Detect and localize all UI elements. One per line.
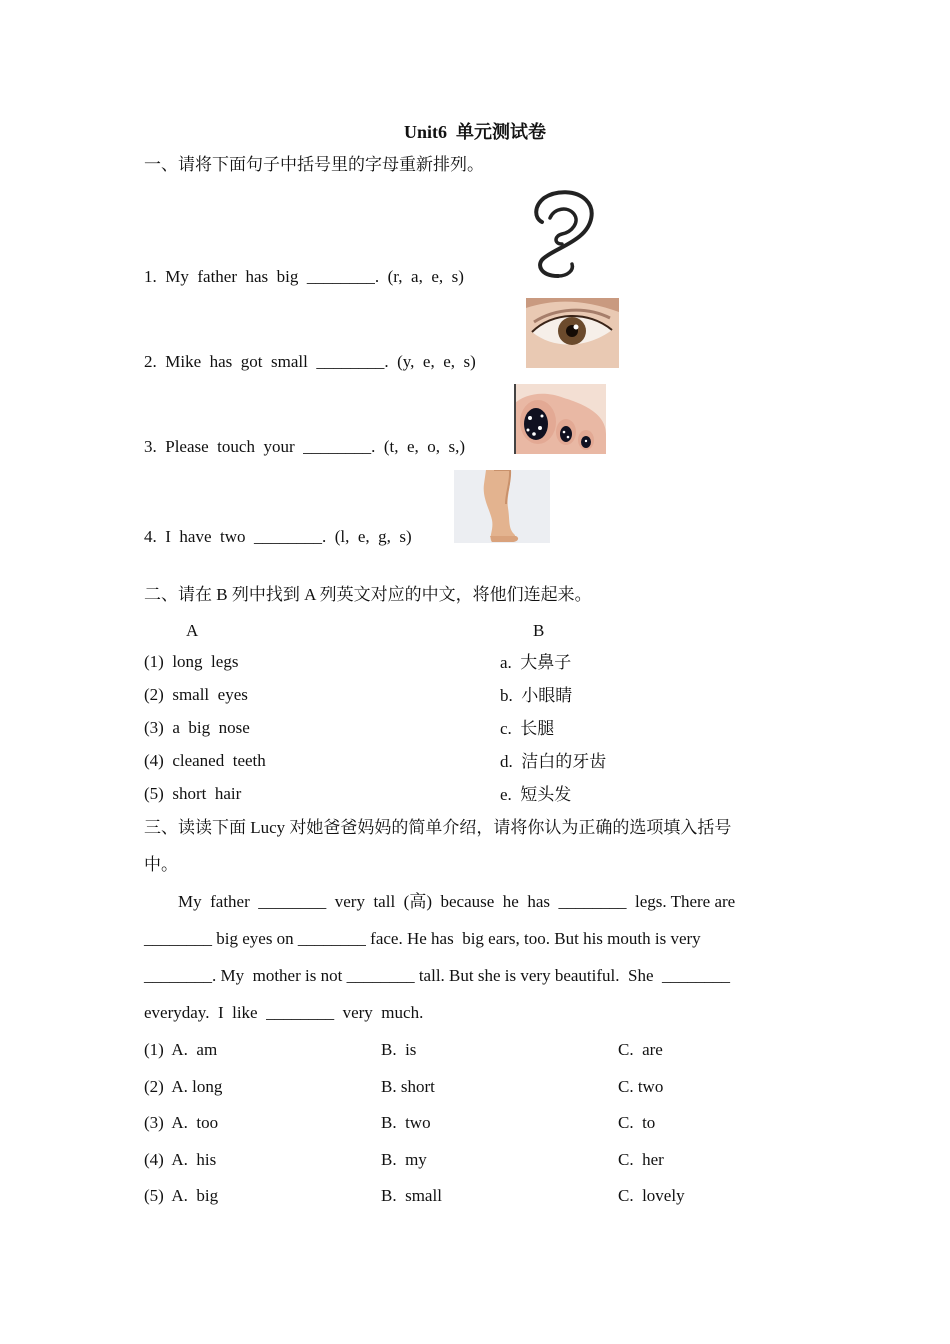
match-b-item: d. 洁白的牙齿 [500,752,607,771]
option-b: B. small [381,1186,442,1205]
legs-picture [454,470,550,543]
ear-picture [528,188,606,280]
section3-heading-cont: 中。 [144,855,178,874]
section1-heading: 一、请将下面句子中括号里的字母重新排列。 [144,155,484,174]
question-4: 4. I have two ________. (l, e, g, s) [144,527,412,546]
ear-inner [550,209,576,244]
match-a-item: (4) cleaned teeth [144,751,266,770]
option-c: C. her [618,1150,664,1169]
column-b-header: B [533,621,545,640]
match-a-item: (2) small eyes [144,685,248,704]
option-c: C. are [618,1040,663,1059]
option-a: (3) A. too [144,1113,219,1132]
match-b-item: e. 短头发 [500,785,572,804]
question-1: 1. My father has big ________. (r, a, e, s) [144,267,464,286]
toes-picture [514,384,606,454]
option-c: C. lovely [618,1186,685,1205]
column-a-header: A [186,621,199,640]
question-3: 3. Please touch your ________. (t, e, o, s,) [144,437,466,456]
match-a-item: (3) a big nose [144,718,250,737]
match-b-item: a. 大鼻子 [500,653,572,672]
option-b: B. is [381,1040,417,1059]
passage-line: ________. My mother is not ________ tall. But she is very beautiful. She ________ [144,966,730,985]
option-c: C. two [618,1077,664,1096]
page-title: Unit6 单元测试卷 [403,122,546,142]
option-a: (2) A. long [144,1077,223,1096]
option-a: (1) A. am [144,1040,218,1059]
passage-line: everyday. I like ________ very much. [144,1003,424,1022]
option-a: (5) A. big [144,1186,219,1205]
match-a-item: (5) short hair [144,784,242,803]
match-b-item: c. 长腿 [500,719,555,738]
option-b: B. short [381,1077,435,1096]
passage-line: ________ big eyes on ________ face. He has big ears, too. But his mouth is very [144,929,701,948]
option-c: C. to [618,1113,656,1132]
ear-lobe [558,264,572,276]
passage-line: My father ________ very tall (高) because he has ________ legs. There are [178,892,736,911]
match-b-item: b. 小眼睛 [500,686,573,705]
section2-heading: 二、请在 B 列中找到 A 列英文对应的中文，将他们连起来。 [144,585,592,604]
option-a: (4) A. his [144,1150,217,1169]
match-a-item: (1) long legs [144,652,239,671]
option-b: B. my [381,1150,427,1169]
option-b: B. two [381,1113,431,1132]
eye-picture [526,298,619,368]
question-2: 2. Mike has got small ________. (y, e, e, s) [144,352,476,371]
section3-heading: 三、读读下面 Lucy 对她爸爸妈妈的简单介绍，请将你认为正确的选项填入括号 [144,818,732,837]
